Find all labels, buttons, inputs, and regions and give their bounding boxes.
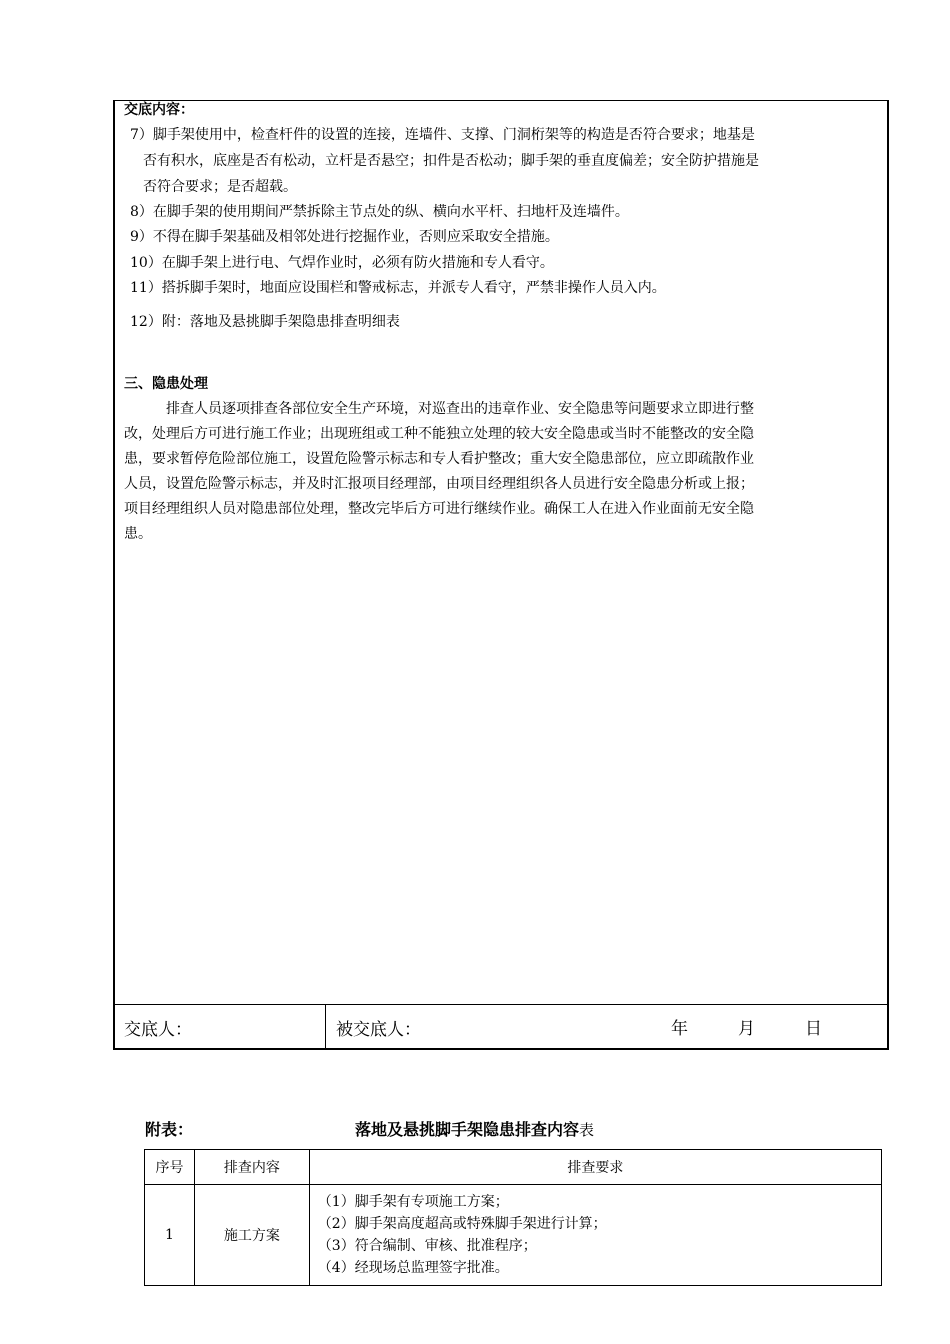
item-10: 10）在脚手架上进行电、气焊作业时，必须有防火措施和专人看守。 — [130, 255, 554, 271]
section3-line5: 项目经理组织人员对隐患部位处理，整改完毕后方可进行继续作业。确保工人在进入作业面前无安全隐 — [124, 501, 754, 517]
item-7-line3: 否符合要求；是否超载。 — [143, 179, 297, 195]
section3-line6: 患。 — [124, 526, 152, 542]
header-no: 序号 — [145, 1150, 195, 1185]
signature-row — [115, 1004, 887, 1050]
discloser-label: 交底人： — [124, 1020, 192, 1040]
section3-line1: 排查人员逐项排查各部位安全生产环境，对巡查出的违章作业、安全隐患等问题要求立即进行整 — [166, 401, 754, 417]
row-content: 施工方案 — [194, 1185, 309, 1286]
section3-line4: 人员，设置危险警示标志，并及时汇报项目经理部，由项目经理组织各人员进行安全隐患分析或上报； — [124, 476, 754, 492]
disclosure-frame — [113, 100, 889, 1050]
appendix-title-bold: 落地及悬挑脚手架隐患排查内容 — [355, 1120, 580, 1139]
appendix-title — [355, 1117, 594, 1140]
appendix-title-suffix: 表 — [579, 1121, 595, 1139]
item-12: 12）附：落地及悬挑脚手架隐患排查明细表 — [130, 314, 400, 330]
requirement-2: （2）脚手架高度超高或特殊脚手架进行计算； — [317, 1216, 607, 1232]
item-8: 8）在脚手架的使用期间严禁拆除主节点处的纵、横向水平杆、扫地杆及连墙件。 — [130, 204, 629, 220]
checklist-table — [144, 1149, 882, 1286]
disclosure-content — [115, 101, 887, 1004]
section3-line2: 改，处理后方可进行施工作业；出现班组或工种不能独立处理的较大安全隐患或当时不能整改的安全隐 — [124, 426, 754, 442]
item-7-line2: 否有积水，底座是否有松动，立杆是否悬空；扣件是否松动；脚手架的垂直度偏差；安全防护措施是 — [143, 153, 759, 169]
header-requirements: 排查要求 — [309, 1150, 881, 1185]
section3-line3: 患，要求暂停危险部位施工，设置危险警示标志和专人看护整改；重大安全隐患部位，应立即疏散作业 — [124, 451, 754, 467]
recipient-label: 被交底人： — [336, 1020, 421, 1040]
item-9: 9）不得在脚手架基础及相邻处进行挖掘作业，否则应采取安全措施。 — [130, 229, 559, 245]
table-header-row — [145, 1150, 882, 1185]
row-no: 1 — [145, 1185, 195, 1286]
appendix-label: 附表： — [145, 1120, 194, 1139]
requirement-4: （4）经现场总监理签字批准。 — [317, 1260, 509, 1276]
section3-heading: 三、隐患处理 — [124, 376, 208, 392]
table-row — [145, 1185, 882, 1286]
month-label: 月 — [738, 1019, 755, 1039]
requirement-3: （3）符合编制、审核、批准程序； — [317, 1238, 537, 1254]
item-7-line1: 7）脚手架使用中，检查杆件的设置的连接，连墙件、支撑、门洞桁架等的构造是否符合要求；地基是 — [130, 127, 755, 143]
item-11: 11）搭拆脚手架时，地面应设围栏和警戒标志，并派专人看守，严禁非操作人员入内。 — [130, 280, 666, 296]
row-requirements — [309, 1185, 881, 1286]
year-label: 年 — [671, 1019, 688, 1039]
header-content: 排查内容 — [194, 1150, 309, 1185]
day-label: 日 — [805, 1019, 822, 1039]
discloser-cell — [115, 1005, 326, 1050]
requirement-1: （1）脚手架有专项施工方案； — [317, 1194, 509, 1210]
disclosure-heading: 交底内容： — [124, 102, 194, 118]
